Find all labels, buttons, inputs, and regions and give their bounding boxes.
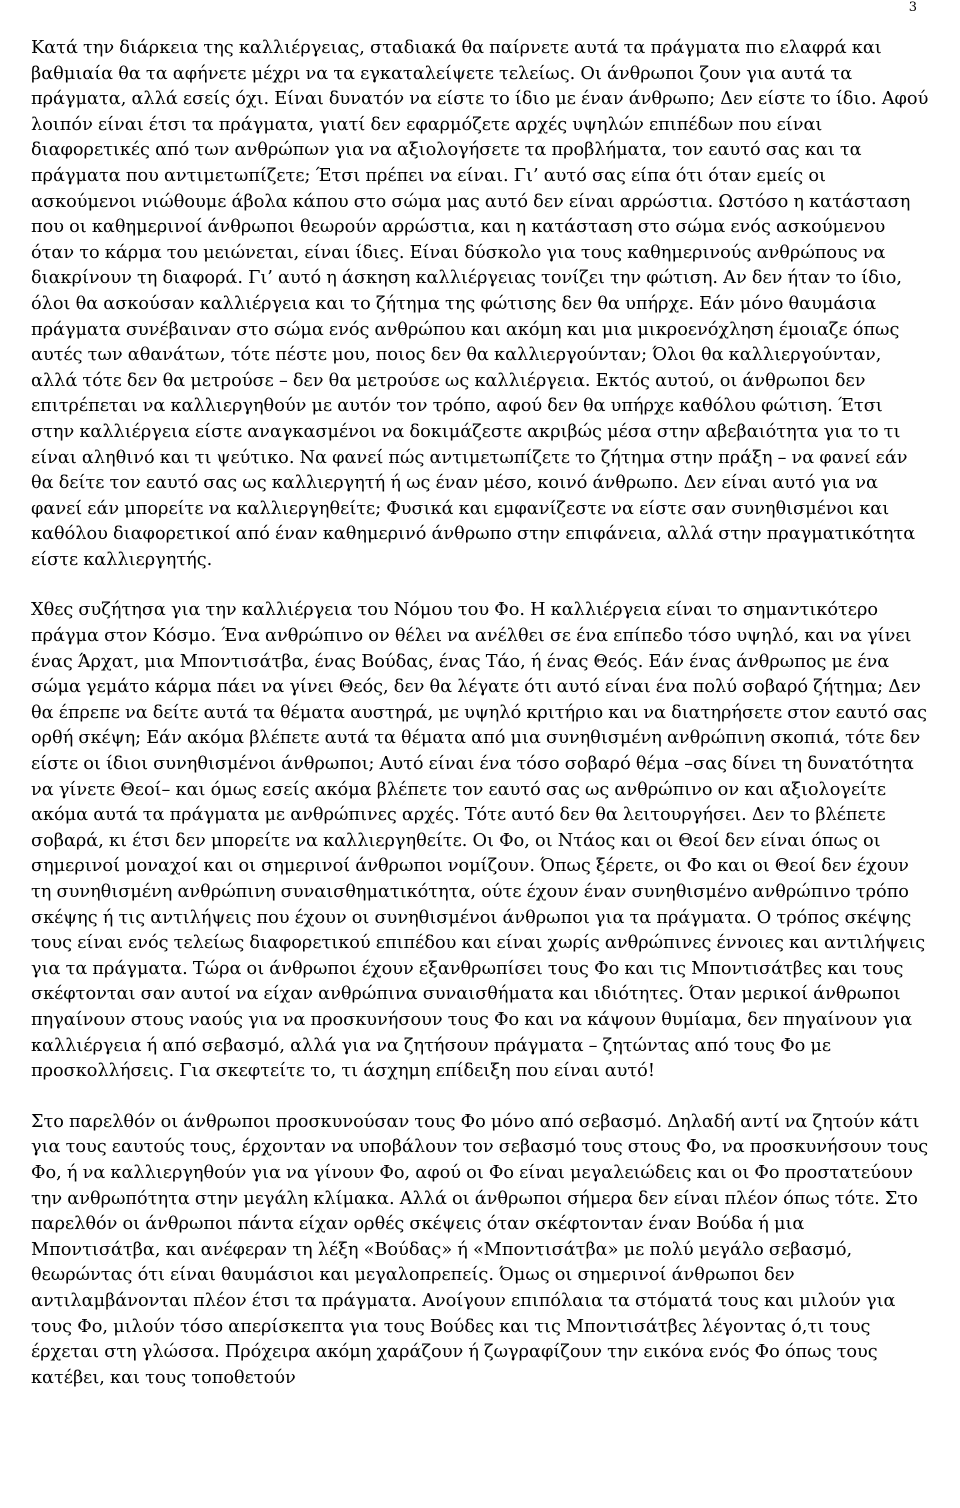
- body-paragraph-3: Στο παρελθόν οι άνθρωποι προσκυνούσαν τους Φο μόνο από σεβασμό. Δηλαδή αντί να ζητούν κάτι για τους εαυτούς τους, έρχονταν να υποβάλουν τον σεβασμό τους στους Φο, να προσκυνήσουν τους Φο, ή να καλλιεργηθούν για να γίνουν Φο, αφού οι Φο είναι μεγαλειώδεις και οι Φο προστατεύουν την ανθρωπότητα στην μεγάλη κλίμακα. Αλλά οι άνθρωποι σήμερα δεν είναι πλέον όπως τότε. Στο παρελθόν οι άνθρωποι πάντα είχαν ορθές σκέψεις όταν σκέφτονταν έναν Βούδα ή μια Μποντισάτβα, και ανέφεραν τη λέξη «Βούδας» ή «Μποντισάτβα» με πολύ μεγάλο σεβασμό, θεωρώντας ότι είναι θαυμάσιοι και μεγαλοπρεπείς. Όμως οι σημερινοί άνθρωποι δεν αντιλαμβάνονται πλέον έτσι τα πράγματα. Ανοίγουν επιπόλαια τα στόματά τους και μιλούν για τους Φο, μιλούν τόσο απερίσκεπτα για τους Βούδες και τις Μποντισάτβες λέγοντας ό,τι τους έρχεται στη γλώσσα. Πρόχειρα ακόμη χαράζουν ή ζωγραφίζουν την εικόνα ενός Φο όπως τους κατέβει, και τους τοποθετούν: [31, 1111, 929, 1388]
- body-paragraph-1: Κατά την διάρκεια της καλλιέργειας, σταδιακά θα παίρνετε αυτά τα πράγματα πιο ελαφρά και βαθμιαία θα τα αφήνετε μέχρι να τα εγκαταλείψετε τελείως. Οι άνθρωποι ζουν για αυτά τα πράγματα, αλλά εσείς όχι. Είναι δυνατόν να είστε το ίδιο με έναν άνθρωπο; Δεν είστε το ίδιο. Αφού λοιπόν είναι έτσι τα πράγματα, γιατί δεν εφαρμόζετε αρχές υψηλών επιπέδων που είναι διαφορετικές από των ανθρώπων για να αξιολογήσετε τα προβλήματα, τον εαυτό σας και τα πράγματα που αντιμετωπίζετε; Έτσι πρέπει να είναι. Γι’ αυτό σας είπα ότι όταν εμείς οι ασκούμενοι νιώθουμε άβολα κάπου στο σώμα μας αυτό δεν είναι αρρώστια. Ωστόσο η κατάσταση που οι καθημερινοί άνθρωποι θεωρούν αρρώστια, και η κατάσταση στο σώμα ενός ασκούμενου όταν το κάρμα του μειώνεται, είναι ίδιες. Είναι δύσκολο για τους καθημερινούς ανθρώπους να διακρίνουν τη διαφορά. Γι’ αυτό η άσκηση καλλιέργειας τονίζει την φώτιση. Αν δεν ήταν το ίδιο, όλοι θα ασκούσαν καλλιέργεια και το ζήτημα της φώτισης δεν θα υπήρχε. Εάν μόνο θαυμάσια πράγματα συνέβαιναν στο σώμα ενός ανθρώπου και ακόμη και μια μικροενόχληση έμοιαζε όπως αυτές των αθανάτων, τότε πέστε μου, ποιος δεν θα καλλιεργούνταν; Όλοι θα καλλιεργούνταν, αλλά τότε δεν θα μετρούσε – δεν θα μετρούσε ως καλλιέργεια. Εκτός αυτού, οι άνθρωποι δεν επιτρέπεται να καλλιεργηθούν με αυτόν τον τρόπο, αφού δεν θα υπήρχε καθόλου φώτιση. Έτσι στην καλλιέργεια είστε αναγκασμένοι να δοκιμάζεστε ακριβώς μέσα στην αβεβαιότητα για το τι είναι αληθινό και τι ψεύτικο. Να φανεί πώς αντιμετωπίζετε το ζήτημα στην πράξη – να φανεί εάν θα δείτε τον εαυτό σας ως καλλιεργητή ή ως έναν μέσο, κοινό άνθρωπο. Δεν είναι αυτό για να φανεί εάν μπορείτε να καλλιεργηθείτε; Φυσικά και εμφανίζεστε να είστε σαν συνηθισμένοι και καθόλου διαφορετικοί από έναν καθημερινό άνθρωπο στην επιφάνεια, αλλά στην πραγματικότητα είστε καλλιεργητής.: [31, 38, 929, 570]
- page-number: 3: [908, 0, 917, 15]
- body-paragraph-2: Χθες συζήτησα για την καλλιέργεια του Νόμου του Φο. Η καλλιέργεια είναι το σημαντικότερο πράγμα στον Κόσμο. Ένα ανθρώπινο ον θέλει να ανέλθει σε ένα επίπεδο τόσο υψηλό, και να γίνει ένας Άρχατ, μια Μποντισάτβα, ένας Βούδας, ένας Τάο, ή ένας Θεός. Εάν ένας άνθρωπος με ένα σώμα γεμάτο κάρμα πάει να γίνει Θεός, δεν θα λέγατε ότι αυτό είναι ένα πολύ σοβαρό ζήτημα; Δεν θα έπρεπε να δείτε αυτά τα θέματα αυστηρά, με υψηλό κριτήριο και να διατηρήσετε στον εαυτό σας ορθή σκέψη; Εάν ακόμα βλέπετε αυτά τα θέματα από μια συνηθισμένη ανθρώπινη σκοπιά, τότε δεν είστε οι ίδιοι συνηθισμένοι άνθρωποι; Αυτό είναι ένα τόσο σοβαρό θέμα –σας δίνει τη δυνατότητα να γίνετε Θεοί– και όμως εσείς ακόμα βλέπετε τον εαυτό σας ως ανθρώπινο ον και αξιολογείτε ακόμα αυτά τα πράγματα με ανθρώπινες αρχές. Τότε αυτό δεν θα λειτουργήσει. Δεν το βλέπετε σοβαρά, κι έτσι δεν μπορείτε να καλλιεργηθείτε. Οι Φο, οι Ντάος και οι Θεοί δεν είναι όπως οι σημερινοί μοναχοί και οι σημερινοί άνθρωποι νομίζουν. Όπως ξέρετε, οι Φο και οι Θεοί δεν έχουν τη συνηθισμένη ανθρώπινη συναισθηματικότητα, ούτε έχουν έναν συνηθισμένο ανθρώπινο τρόπο σκέψης ή τις αντιλήψεις που έχουν οι συνηθισμένοι άνθρωποι για τα πράγματα. Ο τρόπος σκέψης τους είναι ενός τελείως διαφορετικού επιπέδου και είναι χωρίς ανθρώπινες έννοιες και αντιλήψεις για τα πράγματα. Τώρα οι άνθρωποι έχουν εξανθρωπίσει τους Φο και τις Μποντισάτβες και τους σκέφτονται σαν αυτοί να είχαν ανθρώπινα συναισθήματα και ιδιότητες. Όταν μερικοί άνθρωποι πηγαίνουν στους ναούς για να προσκυνήσουν τους Φο και να κάψουν θυμίαμα, δεν πηγαίνουν για καλλιέργεια ή από σεβασμό, αλλά για να ζητήσουν πράγματα – ζητώντας από τους Φο με προσκολλήσεις. Για σκεφτείτε το, τι άσχημη επίδειξη που είναι αυτό!: [31, 600, 928, 1082]
